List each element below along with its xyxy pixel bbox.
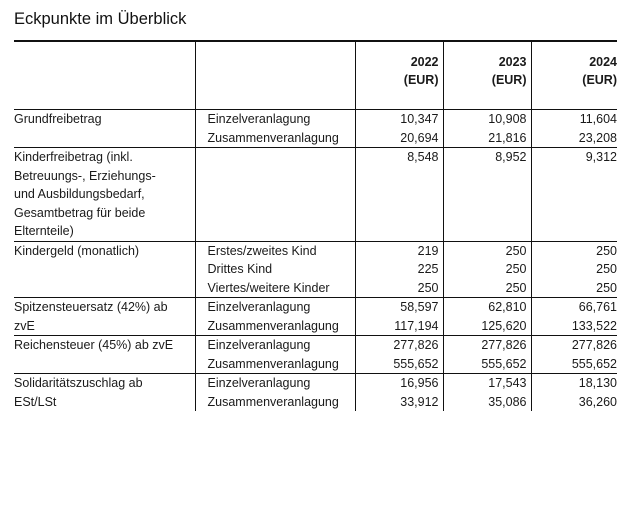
row-sub-labels: Einzelveranlagung Zusammenveranlagung	[195, 110, 355, 148]
value-2022: 8,548	[355, 148, 443, 242]
value-2024: 277,826 555,652	[531, 336, 617, 374]
table-row-kinderfreibetrag	[14, 148, 617, 242]
value-2023: 8,952	[443, 148, 531, 242]
year-label: 2024	[589, 55, 617, 69]
table-header-row	[14, 41, 617, 110]
row-label: Kindergeld (monatlich)	[14, 243, 140, 258]
value-2024: 9,312	[531, 148, 617, 242]
value-2022: 219 225 250	[355, 241, 443, 298]
header-empty-sub	[195, 41, 355, 110]
value-2022: 58,597 117,194	[355, 298, 443, 336]
value-2024: 250 250 250	[531, 241, 617, 298]
unit-label: (EUR)	[491, 73, 527, 87]
year-label: 2022	[410, 55, 439, 69]
value-2024: 18,130 36,260	[531, 374, 617, 412]
table-row-kindergeld	[14, 241, 617, 298]
row-label: Kinderfreibetrag (inkl. Betreuungs-, Erziehungs- und Ausbildungsbedarf, Gesamtbetrag für beide Elternteile)	[14, 150, 156, 238]
value-2023: 10,908 21,816	[443, 110, 531, 148]
row-sub-labels	[195, 148, 355, 242]
value-2022: 10,347 20,694	[355, 110, 443, 148]
value-2022: 277,826 555,652	[355, 336, 443, 374]
value-2023: 62,810 125,620	[443, 298, 531, 336]
value-2023: 250 250 250	[443, 241, 531, 298]
header-empty-label	[14, 41, 195, 110]
overview-table	[14, 40, 617, 411]
table-row-spitzensteuersatz	[14, 298, 617, 336]
year-label: 2023	[498, 55, 527, 69]
row-sub-labels: Einzelveranlagung Zusammenveranlagung	[195, 374, 355, 412]
page-title: Eckpunkte im Überblick	[14, 10, 187, 28]
value-2023: 277,826 555,652	[443, 336, 531, 374]
header-year-2022	[355, 41, 443, 110]
table-row-solidaritaetszuschlag	[14, 374, 617, 412]
table-row-grundfreibetrag	[14, 110, 617, 148]
row-label: Grundfreibetrag	[14, 112, 102, 126]
row-label: Reichensteuer (45%) ab zvE	[14, 338, 174, 352]
header-year-2024	[531, 41, 617, 110]
value-2024: 11,604 23,208	[531, 110, 617, 148]
unit-label: (EUR)	[403, 73, 439, 87]
value-2023: 17,543 35,086	[443, 374, 531, 412]
row-label: Solidaritätszuschlag ab ESt/LSt	[14, 376, 143, 409]
row-sub-labels: Einzelveranlagung Zusammenveranlagung	[195, 298, 355, 336]
row-sub-labels: Erstes/zweites Kind Drittes Kind Viertes/weitere Kinder	[195, 241, 355, 298]
row-sub-labels: Einzelveranlagung Zusammenveranlagung	[195, 336, 355, 374]
value-2022: 16,956 33,912	[355, 374, 443, 412]
header-year-2023	[443, 41, 531, 110]
row-label: Spitzensteuersatz (42%) ab zvE	[14, 300, 168, 333]
table-row-reichensteuer	[14, 336, 617, 374]
value-2024: 66,761 133,522	[531, 298, 617, 336]
unit-label: (EUR)	[582, 73, 617, 87]
